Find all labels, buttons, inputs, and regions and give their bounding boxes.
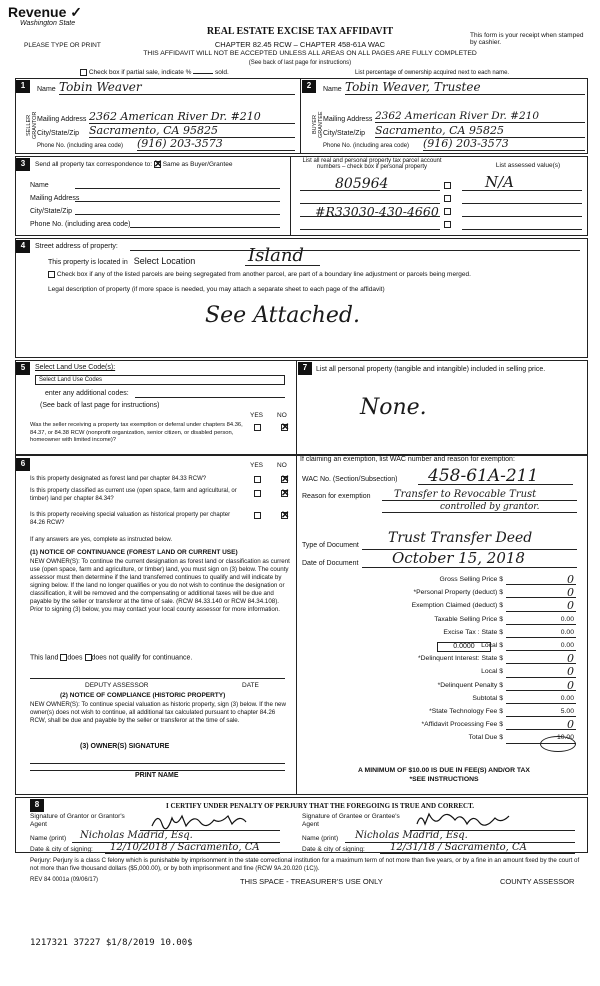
- grantee-signature-label: Signature of Grantee or Grantee's Agent: [302, 813, 400, 828]
- form-title: REAL ESTATE EXCISE TAX AFFIDAVIT: [206, 26, 394, 37]
- tax-row-value[interactable]: 0: [567, 718, 574, 732]
- corr-phone-field[interactable]: [130, 227, 280, 228]
- wac-claim-label: If claiming an exemption, list WAC number and reason for exemption:: [300, 456, 515, 463]
- treasurer-space-label: THIS SPACE - TREASURER'S USE ONLY: [240, 877, 383, 886]
- tax-row-label: Taxable Selling Price $: [434, 615, 503, 623]
- tax-row-value[interactable]: 0.00: [560, 615, 574, 623]
- partial-sale-row: Check box if partial sale, indicate % sold.: [80, 69, 229, 76]
- assessed1-field[interactable]: N/A: [485, 173, 515, 191]
- tax-row-value[interactable]: 0: [567, 678, 574, 692]
- current-use-yes-checkbox[interactable]: [254, 490, 261, 497]
- tax-row-value[interactable]: 0: [567, 665, 574, 679]
- deputy-assessor-label: DEPUTY ASSESSOR: [85, 682, 149, 689]
- grantor-date-label: Date & city of signing:: [30, 846, 93, 853]
- corr-city-field[interactable]: [75, 214, 280, 215]
- parcel1-personal-checkbox[interactable]: [444, 182, 451, 189]
- corr-mailing-row: Mailing Address: [30, 195, 280, 202]
- owner-print-name-field[interactable]: [30, 770, 285, 771]
- please-type: PLEASE TYPE OR PRINT: [24, 42, 101, 49]
- buyer-mailing-row: Mailing Address 2362 American River Dr. #210: [323, 116, 585, 123]
- tax-row-value[interactable]: 5.00: [560, 708, 574, 715]
- notice-continuance-title: (1) NOTICE OF CONTINUANCE (FOREST LAND OR CURRENT USE): [30, 549, 238, 556]
- section-4-number: 4: [16, 240, 30, 253]
- corr-mailing-field[interactable]: [75, 201, 280, 202]
- land-use-select[interactable]: Select Land Use Codes: [35, 375, 285, 385]
- parcel3-personal-checkbox[interactable]: [444, 208, 451, 215]
- parcel2-field[interactable]: #R33030-430-4660: [315, 204, 439, 219]
- tax-row-value[interactable]: 0.00: [560, 628, 574, 636]
- exemption-question: Was the seller receiving a property tax exemption or deferral under chapters 84.36, 84.37, or 84.38 RCW (nonprofit organization, senior citizen, or disabled person, homeowner with limited income)?: [30, 422, 243, 443]
- seller-name-field[interactable]: Tobin Weaver: [59, 80, 295, 95]
- corr-name-row: Name: [30, 182, 280, 189]
- tax-row-label: *Delinquent Interest: State $: [417, 655, 503, 663]
- grantor-signature-label: Signature of Grantor or Grantor's Agent: [30, 813, 125, 828]
- land-use-label: Select Land Use Code(s):: [35, 364, 116, 371]
- tax-row-value[interactable]: 0: [567, 586, 574, 600]
- tax-row-label: Local $: [481, 668, 503, 676]
- section-5-number: 5: [16, 362, 30, 375]
- notice-continuance-body: NEW OWNER(S): To continue the current designation as forest land or classification as current use (open space, farm and agriculture, or timber) land, you must sign on (3) below. The county assessor must then determine if the land transferred continues to qualify and will indicate by signing below. If the land no longer qualifies or you do not wish to continue the designation or classification, it will be removed and the compensating or additional taxes will be due and payable by the seller or transferor at the time of sale. (RCW 84.33.140 or RCW 84.34.108). Prior to signing (3) below, you may contact your local county assessor for more information.: [30, 558, 290, 613]
- grantee-name-label: Name (print): [302, 835, 339, 842]
- additional-codes-field[interactable]: [135, 397, 285, 398]
- local-rate-field[interactable]: 0.0000: [437, 642, 491, 652]
- doc-date-label: Date of Document: [302, 560, 359, 567]
- seller-phone-field[interactable]: (916) 203-3573: [137, 137, 295, 151]
- forest-land-question: Is this property designated as forest land per chapter 84.33 RCW?: [30, 476, 207, 482]
- tax-row-label: Excise Tax : State $: [443, 628, 503, 636]
- tax-row-value[interactable]: 0.00: [560, 642, 574, 649]
- receipt-note: This form is your receipt when stamped by cashier.: [470, 32, 584, 46]
- section-8-number: 8: [30, 799, 44, 812]
- notice-compliance-title: (2) NOTICE OF COMPLIANCE (HISTORIC PROPERTY): [60, 692, 226, 699]
- grantor-date-field[interactable]: 12/10/2018 / Sacramento, CA: [110, 842, 260, 853]
- section-6-number: 6: [16, 458, 30, 471]
- buyer-phone-row: Phone No. (including area code) (916) 203-3573: [323, 143, 585, 149]
- location-row: This property is located in Select Location: [48, 256, 196, 266]
- tax-row-value[interactable]: 0: [567, 599, 574, 613]
- buyer-city-row: City/State/Zip Sacramento, CA 95825: [323, 130, 585, 137]
- parcel-header: List all real and personal property tax parcel account numbers – check box if personal property: [302, 158, 442, 170]
- s5-yes-header: YES: [250, 412, 264, 419]
- forest-yes-checkbox[interactable]: [254, 476, 261, 483]
- buyer-side-label: BUYER GRANTEE: [312, 111, 324, 139]
- segregated-row: Check box if any of the listed parcels are being segregated from another parcel, are part of a boundary line adjustment or parcels being merged.: [48, 271, 583, 278]
- doc-date-field[interactable]: October 15, 2018: [392, 549, 525, 567]
- forest-no-checkbox[interactable]: ✕: [281, 474, 290, 485]
- land-does-not-checkbox[interactable]: [85, 654, 92, 661]
- checkmark-logo-icon: ✓: [70, 4, 82, 20]
- tax-row-label: Exemption Claimed (deduct) $: [411, 602, 503, 610]
- current-use-question: Is this property classified as current use (open space, farm and agricultural, or timber) land per chapter 84.34?: [30, 488, 237, 502]
- location-select[interactable]: Select Location: [133, 256, 196, 266]
- parcel4-personal-checkbox[interactable]: [444, 221, 451, 228]
- street-address-label: Street address of property:: [35, 243, 118, 250]
- historic-no-checkbox[interactable]: ✕: [281, 510, 290, 521]
- seller-mailing-field[interactable]: 2362 American River Dr. #210: [89, 110, 295, 124]
- partial-sale-checkbox[interactable]: [80, 69, 87, 76]
- parcel1-field[interactable]: 805964: [335, 176, 389, 192]
- additional-codes-label: enter any additional codes:: [45, 390, 129, 397]
- corr-phone-row: Phone No. (including area code): [30, 221, 280, 228]
- exemption-yes-checkbox[interactable]: [254, 424, 261, 431]
- section-2-number: 2: [302, 80, 316, 93]
- street-address-field[interactable]: [130, 250, 580, 251]
- ownership-note: List percentage of ownership acquired next to each name.: [355, 70, 510, 76]
- tax-row-value[interactable]: 0: [567, 573, 574, 586]
- buyer-name-field[interactable]: Tobin Weaver, Trustee: [345, 80, 585, 95]
- buyer-name-row: Name Tobin Weaver, Trustee: [323, 86, 585, 93]
- tax-row-label: Local $: [481, 642, 503, 649]
- doc-type-label: Type of Document: [302, 542, 359, 549]
- section-1-number: 1: [16, 80, 30, 93]
- seller-phone-row: Phone No. (including area code) (916) 203-3573: [37, 143, 295, 149]
- form-warning: THIS AFFIDAVIT WILL NOT BE ACCEPTED UNLESS ALL AREAS ON ALL PAGES ARE FULLY COMPLETED: [143, 50, 477, 57]
- seller-name-row: Name Tobin Weaver: [37, 86, 295, 93]
- tax-row-label: *Affidavit Processing Fee $: [421, 721, 503, 729]
- land-use-see-back: (See back of last page for instructions): [40, 402, 160, 409]
- certify-statement: I CERTIFY UNDER PENALTY OF PERJURY THAT THE FOREGOING IS TRUE AND CORRECT.: [165, 802, 474, 810]
- seller-side-label: SELLER GRANTOR: [26, 111, 38, 139]
- grantee-signature-image: [415, 810, 515, 830]
- legal-description-value[interactable]: See Attached.: [205, 303, 360, 328]
- send-correspondence: Send all property tax correspondence to: ✕ Same as Buyer/Grantee: [35, 159, 233, 170]
- form-subtitle: CHAPTER 82.45 RCW – CHAPTER 458-61A WAC: [214, 40, 386, 49]
- form-number: REV 84 0001a (09/06/17): [30, 877, 99, 883]
- perjury-note: Perjury: Perjury is a class C felony which is punishable by imprisonment in the state correctional institution for a maximum term of not more than five years, or by a fine in an amount fixed by the court of not more than five thousand dollars ($5,000.00), or by both imprisonment and fine (RCW 9A.20.020 (1C)).: [30, 857, 580, 872]
- tax-row-value[interactable]: 0.00: [560, 694, 574, 702]
- buyer-city-field[interactable]: Sacramento, CA 95825: [375, 124, 585, 138]
- tax-row-value[interactable]: 0: [567, 652, 574, 666]
- buyer-phone-field[interactable]: (916) 203-3573: [423, 137, 585, 151]
- tax-row-label: Gross Selling Price $: [439, 576, 503, 583]
- see-instructions-note: *SEE INSTRUCTIONS: [409, 776, 479, 783]
- legal-description-label: Legal description of property (if more space is needed, you may attach a separate sheet to each page of the affidavit): [48, 286, 385, 293]
- grantee-date-field[interactable]: 12/31/18 / Sacramento, CA: [390, 842, 527, 853]
- corr-name-field[interactable]: [75, 188, 280, 189]
- seller-mailing-row: Mailing Address 2362 American River Dr. #210: [37, 116, 295, 123]
- see-back-note: (See back of last page for instructions): [248, 60, 352, 66]
- section-7-number: 7: [298, 362, 312, 375]
- tax-row-value[interactable]: 10.00: [556, 734, 574, 742]
- agency-logo: Revenue ✓: [8, 4, 82, 20]
- deputy-date-label: DATE: [242, 682, 259, 689]
- owner-signature-field[interactable]: [30, 763, 285, 764]
- segregated-checkbox[interactable]: [48, 271, 55, 278]
- s6-yes-header: YES: [250, 462, 264, 469]
- grantor-name-label: Name (print): [30, 835, 67, 842]
- seller-city-row: City/State/Zip Sacramento, CA 95825: [37, 130, 295, 137]
- reason-field-1[interactable]: Transfer to Revocable Trust: [394, 489, 537, 500]
- wac-field[interactable]: 458-61A-211: [428, 466, 539, 486]
- reason-field-2[interactable]: controlled by grantor.: [440, 502, 540, 512]
- recording-stamp: 1217321 37227 $1/8/2019 10.00$: [30, 938, 193, 948]
- wac-label: WAC No. (Section/Subsection): [302, 476, 398, 483]
- county-assessor-label: COUNTY ASSESSOR: [500, 877, 575, 886]
- tax-row-label: Total Due $: [468, 734, 503, 742]
- tax-row-label: *Delinquent Penalty $: [437, 681, 503, 689]
- s6-no-header: NO: [277, 462, 287, 469]
- tax-row-label: *Personal Property (deduct) $: [413, 589, 503, 597]
- agency-subtitle: Washington State: [20, 20, 76, 27]
- grantee-name-field[interactable]: Nicholas Madrid, Esq.: [355, 830, 468, 841]
- seller-city-field[interactable]: Sacramento, CA 95825: [89, 124, 295, 138]
- historic-question: Is this property receiving special valuation as historical property per chapter 84.26 RCW?: [30, 512, 231, 526]
- doc-type-field[interactable]: Trust Transfer Deed: [388, 530, 533, 546]
- if-yes-note: If any answers are yes, complete as instructed below.: [30, 537, 173, 543]
- print-name-label: PRINT NAME: [135, 772, 179, 779]
- personal-property-value[interactable]: None.: [360, 395, 427, 420]
- buyer-mailing-field[interactable]: 2362 American River Dr. #210: [375, 110, 585, 123]
- location-value[interactable]: Island: [248, 245, 304, 266]
- personal-property-label: List all personal property (tangible and intangible) included in selling price.: [316, 366, 546, 373]
- tax-row-label: Subtotal $: [472, 694, 503, 702]
- minimum-note: A MINIMUM OF $10.00 IS DUE IN FEE(S) AND/OR TAX: [358, 767, 530, 774]
- owner-signature-label: (3) OWNER(S) SIGNATURE: [80, 743, 170, 750]
- historic-yes-checkbox[interactable]: [254, 512, 261, 519]
- grantee-date-label: Date & city of signing:: [302, 846, 365, 853]
- corr-city-row: City/State/Zip: [30, 208, 280, 215]
- section-3-number: 3: [16, 158, 30, 171]
- current-use-no-checkbox[interactable]: ✕: [281, 488, 290, 499]
- parcel2-personal-checkbox[interactable]: [444, 195, 451, 202]
- tax-row-label: *State Technology Fee $: [429, 708, 503, 715]
- s5-no-header: NO: [277, 412, 287, 419]
- reason-label: Reason for exemption: [302, 493, 371, 500]
- assessed-header: List assessed value(s): [495, 162, 561, 169]
- grantor-name-field[interactable]: Nicholas Madrid, Esq.: [80, 830, 193, 841]
- notice-compliance-body: NEW OWNER(S): To continue special valuation as historic property, sign (3) below. If the new owner(s) does not wish to continue, all additional tax calculated pursuant to chapter 84.26 RCW, shall be due and payable by the seller or transferor at the time of sale.: [30, 701, 286, 724]
- continuance-row: This land does does not qualify for continuance.: [30, 654, 193, 662]
- exemption-no-checkbox[interactable]: ✕: [281, 422, 290, 433]
- same-as-buyer-checkbox[interactable]: ✕: [153, 159, 163, 170]
- grantor-signature-image: [150, 810, 260, 830]
